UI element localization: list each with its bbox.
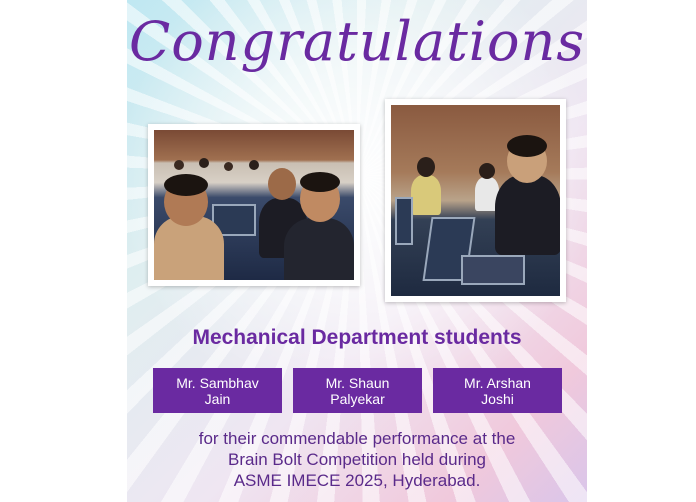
student-names (153, 368, 561, 413)
photo-left-scene (154, 130, 354, 280)
student-name-line1: Mr. Sambhav (176, 374, 259, 391)
student-name-box (293, 368, 422, 413)
student-name-line2: Palyekar (330, 390, 385, 407)
photo-left (148, 124, 360, 286)
description-line: Brain Bolt Competition held during (228, 450, 486, 469)
student-name-line2: Joshi (481, 390, 514, 407)
description-line: ASME IMECE 2025, Hyderabad. (233, 471, 481, 490)
poster-title: Congratulations (128, 10, 586, 73)
student-name-line1: Mr. Shaun (325, 374, 390, 391)
achievement-description (127, 428, 587, 491)
student-name-box (433, 368, 562, 413)
photo-right (385, 99, 566, 302)
department-line: Mechanical Department students (192, 326, 522, 349)
student-name-box (153, 368, 282, 413)
student-name-line2: Jain (204, 390, 231, 407)
student-name-line1: Mr. Arshan (464, 374, 531, 391)
photo-right-scene (391, 105, 560, 296)
description-line: for their commendable performance at the (198, 429, 516, 448)
congratulations-poster (127, 0, 587, 502)
